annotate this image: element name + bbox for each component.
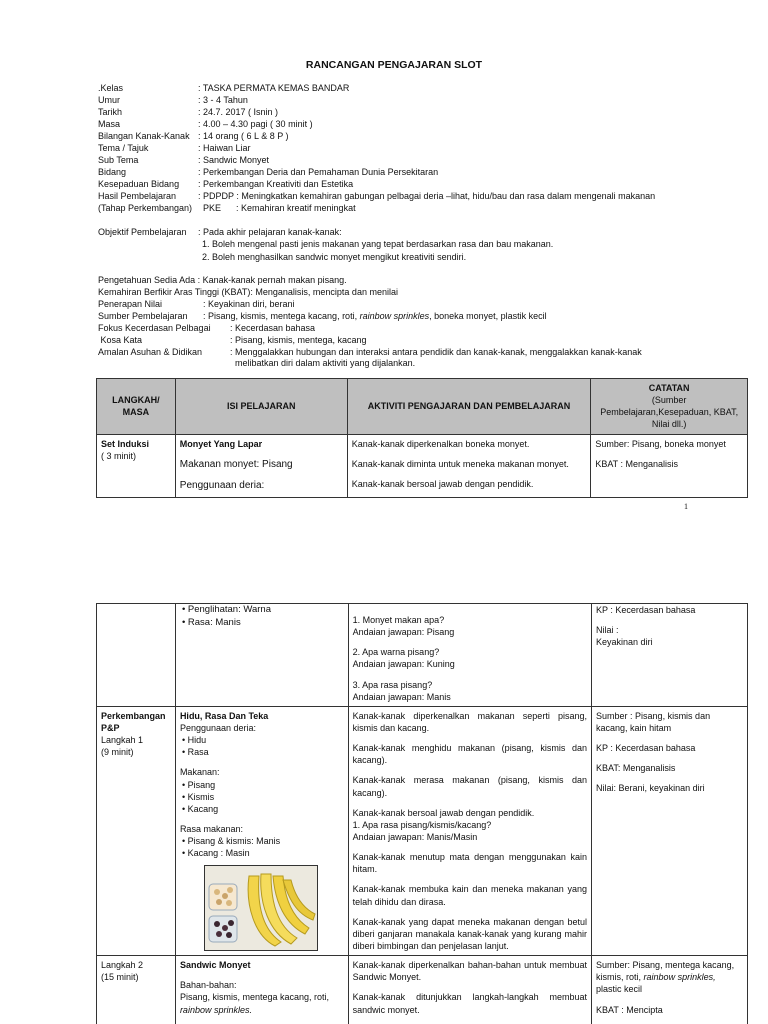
amalan-asuhan-cont: melibatkan diri dalam aktiviti yang dijalankan. [230,358,416,368]
cell-step [97,604,176,707]
list-item: • Pisang [190,779,344,791]
list-item: • Pisang & kismis: Manis [190,835,344,847]
field-kesepaduan: Kesepaduan Bidang : Perkembangan Kreativiti dan Estetika [98,179,354,189]
objektif-label: Objektif Pembelajaran [98,227,187,237]
page-2 [0,600,768,1024]
cell-aktiviti: 1. Monyet makan apa? Andaian jawapan: Pisang 2. Apa warna pisang? Andaian jawapan: Kuning 3. Apa rasa pisang? Andaian jawapan: Manis [348,604,591,707]
cell-aktiviti: Kanak-kanak diperkenalkan boneka monyet. Kanak-kanak diminta untuk meneka makanan monyet. Kanak-kanak bersoal jawab dengan pendidik. [347,434,591,497]
cell-isi: Sandwic Monyet Bahan-bahan: Pisang, kismis, mentega kacang, roti, rainbow sprinkles. [175,956,348,1024]
cell-step: Langkah 2 (15 minit) [97,956,176,1024]
header-aktiviti: AKTIVITI PENGAJARAN DAN PEMBELAJARAN [347,379,591,435]
list-item: • Penglihatan: Warna [190,604,344,617]
field-tema: Tema / Tajuk : Haiwan Liar [98,143,251,153]
field-hasil-pembelajaran: Hasil Pembelajaran : PDPDP : Meningkatkan kemahiran gabungan pelbagai deria –lihat, hidu/bau dan rasa dalam mengenali makanan [98,191,656,201]
info-line: Pengetahuan Sedia Ada : Kanak-kanak pernah makan pisang. [98,275,347,285]
field-tarikh: Tarikh : 24.7. 2017 ( Isnin ) [98,107,279,117]
lesson-table-page1 [96,378,748,498]
field-fokus-kecerdasan: Fokus Kecerdasan Pelbagai : Kecerdasan bahasa [98,323,316,333]
list-item: • Rasa [190,746,344,758]
objektif-item: 2. Boleh menghasilkan sandwic monyet mengikut kreativiti sendiri. [202,252,467,262]
field-umur: Umur : 3 - 4 Tahun [98,95,248,105]
cell-step: Perkembangan P&P Langkah 1 (9 minit) [97,706,176,955]
field-sumber-pembelajaran: Sumber Pembelajaran : Pisang, kismis, mentega kacang, roti, rainbow sprinkles, boneka monyet, plastik kecil [98,311,547,321]
list-item: • Kacang [190,803,344,815]
list-item: • Kismis [190,791,344,803]
cell-aktiviti: Kanak-kanak diperkenalkan bahan-bahan untuk membuat Sandwic Monyet. Kanak-kanak ditunjukkan langkah-langkah membuat sandwic monyet. [348,956,591,1024]
cell-step: Set Induksi ( 3 minit) [97,434,176,497]
header-catatan: CATATAN (Sumber Pembelajaran,Kesepaduan, KBAT, Nilai dll.) [591,379,748,435]
cell-catatan: Sumber: Pisang, boneka monyet KBAT : Menganalisis [591,434,748,497]
list-item: • Rasa: Manis [190,617,344,630]
field-tahap-perkembangan: (Tahap Perkembangan) PKE : Kemahiran kreatif meningkat [98,203,356,213]
cell-aktiviti: Kanak-kanak diperkenalkan makanan seperti pisang, kismis dan kacang. Kanak-kanak menghidu makanan (pisang, kismis dan kacang). Kanak-kanak merasa makanan (pisang, kismis dan kacang). Kanak-kanak bersoal jawab dengan pendidik. 1. Apa rasa pisang/kismis/kacang? Andaian jawapan: Manis/Masin Kanak-kanak menutup mata dengan menggunakan kain hitam. Kanak-kanak membuka kain dan meneka makanan yang telah dihidu dan dirasa. Kanak-kanak yang dapat meneka makanan dengan betul diberi ganjaran manakala kanak-kanak yang kurang mahir diberi bimbingan dan penjelasan lanjut. [348,706,591,955]
list-item: • Kacang : Masin [190,847,344,859]
field-kosa-kata: Kosa Kata : Pisang, kismis, mentega, kacang [98,335,367,345]
field-penerapan-nilai: Penerapan Nilai : Keyakinan diri, berani [98,299,295,309]
objektif-intro: : Pada akhir pelajaran kanak-kanak: [198,227,342,237]
field-sub-tema: Sub Tema : Sandwic Monyet [98,155,270,165]
field-bidang: Bidang : Perkembangan Deria dan Pemahaman Dunia Persekitaran [98,167,439,177]
list-item: • Hidu [190,734,344,746]
table-row [97,956,748,1024]
cell-catatan: Sumber: Pisang, mentega kacang, kismis, roti, rainbow sprinkles, plastic kecil KBAT : Mencipta [592,956,748,1024]
page-number: 1 [684,502,688,511]
banana-illustration [205,866,317,950]
table-row [97,434,748,497]
field-bilangan: Bilangan Kanak-Kanak : 14 orang ( 6 L & 8 P ) [98,131,289,141]
cell-isi: Monyet Yang Lapar Makanan monyet: Pisang Penggunaan deria: [175,434,347,497]
field-masa: Masa : 4.00 – 4.30 pagi ( 30 minit ) [98,119,313,129]
page-gap [0,520,768,600]
cell-isi: Hidu, Rasa Dan Teka Penggunaan deria: • Hidu • Rasa Makanan: • Pisang • Kismis • Kacang Rasa makanan: • Pisang & kismis: Manis • Kacang : Masin [175,706,348,955]
table-header-row [97,379,748,435]
cell-isi [175,604,348,707]
field-amalan-asuhan: Amalan Asuhan & Didikan : Menggalakkan hubungan dan interaksi antara pendidik dan kanak-kanak, menggalakkan kanak-kanak [98,347,642,357]
info-line: Kemahiran Berfikir Aras Tinggi (KBAT): Menganalisis, mencipta dan menilai [98,287,398,297]
objektif-item: 1. Boleh mengenal pasti jenis makanan yang tepat berdasarkan rasa dan bau makanan. [202,239,554,249]
table-row [97,706,748,955]
table-row [97,604,748,707]
field-kelas: .Kelas : TASKA PERMATA KEMAS BANDAR [98,83,350,93]
header-langkah: LANGKAH/ MASA [97,379,176,435]
document-title: RANCANGAN PENGAJARAN SLOT [305,59,483,71]
lesson-table-page2 [96,603,748,1024]
banana-photo [204,865,318,951]
header-isi: ISI PELAJARAN [175,379,347,435]
cell-catatan: Sumber : Pisang, kismis dan kacang, kain hitam KP : Kecerdasan bahasa KBAT: Menganalisis Nilai: Berani, keyakinan diri [592,706,748,955]
cell-catatan: KP : Kecerdasan bahasa Nilai : Keyakinan diri [592,604,748,707]
